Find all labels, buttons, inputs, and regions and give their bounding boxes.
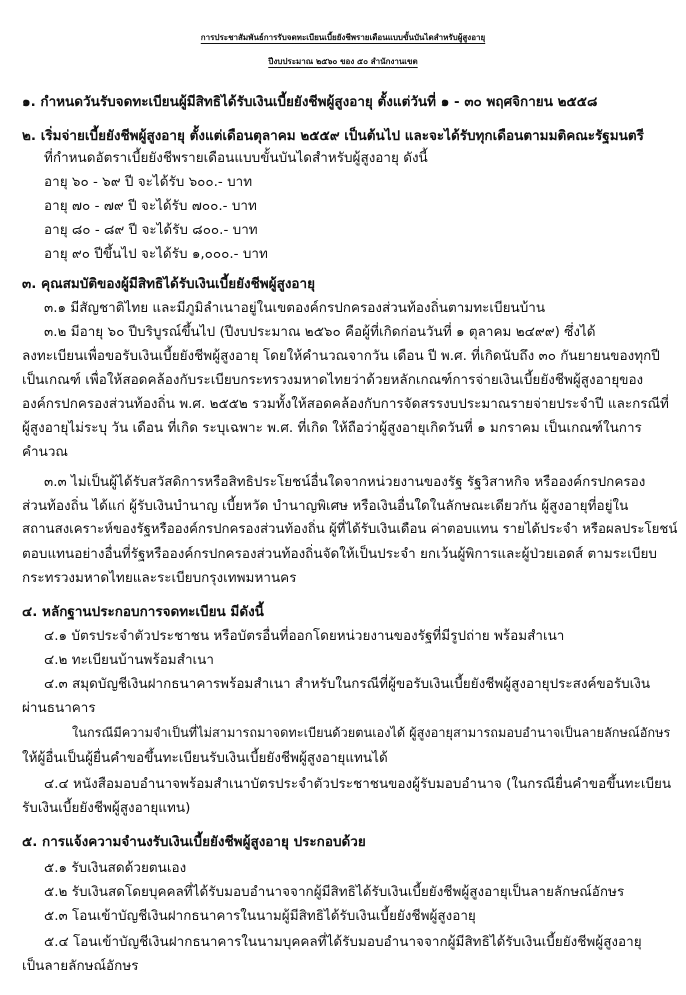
section-3-2-line-1: ๓.๒ มีอายุ ๖๐ ปีบริบูรณ์ขึ้นไป (ปีงบประมาณ ๒๕๖๐ คือผู้ที่เกิดก่อนวันที่ ๑ ตุลาคม ๒๔๙๙) ซึ่งได้ — [44, 324, 596, 340]
section-3-3-line-3: สถานสงเคราะห์ของรัฐหรือองค์กรปกครองส่วนท้องถิ่น ผู้ที่ได้รับเงินเดือน ค่าตอบแทน รายได้ประจำ หรือผลประโยชน์ — [22, 522, 678, 537]
section-4-note-line-2: ให้ผู้อื่นเป็นผู้ยื่นคำขอขึ้นทะเบียนรับเงินเบี้ยยังชีพผู้สูงอายุแทนได้ — [22, 750, 388, 766]
age-rate-90-plus: อายุ ๙๐ ปีขึ้นไป จะได้รับ ๑,๐๐๐.- บาท — [44, 246, 268, 262]
section-3-2-line-2: ลงทะเบียนเพื่อขอรับเงินเบี้ยยังชีพผู้สูงอายุ โดยให้คำนวณจากวัน เดือน ปี พ.ศ. ที่เกิดนับถึง ๓๐ กันยายนของทุกปี — [22, 348, 660, 364]
section-3-3-line-4: ตอบแทนอย่างอื่นที่รัฐหรือองค์กรปกครองส่วนท้องถิ่นจัดให้เป็นประจำ ยกเว้นผู้พิการและผู้ป่วยเอดส์ ตามระเบียบ — [22, 546, 657, 562]
section-5-2: ๕.๒ รับเงินสดโดยบุคคลที่ได้รับมอบอำนาจจากผู้มีสิทธิได้รับเงินเบี้ยยังชีพผู้สูงอายุเป็นลายลักษณ์อักษร — [44, 884, 625, 900]
section-3-2-line-5: ผู้สูงอายุไม่ระบุ วัน เดือน ที่เกิด ระบุเฉพาะ พ.ศ. ที่เกิด ให้ถือว่าผู้สูงอายุเกิดวันที่ ๑ มกราคม เป็นเกณฑ์ในการ — [22, 420, 642, 436]
section-2-line-1: ๒. เริ่มจ่ายเบี้ยยังชีพผู้สูงอายุ ตั้งแต่เดือนตุลาคม ๒๕๕๙ เป็นต้นไป และจะได้รับทุกเดือนตามมติคณะรัฐมนตรี — [22, 128, 644, 144]
section-4-3-line-1: ๔.๓ สมุดบัญชีเงินฝากธนาคารพร้อมสำเนา สำหรับในกรณีที่ผู้ขอรับเงินเบี้ยยังชีพผู้สูงอายุประสงค์ขอรับเงิน — [44, 676, 651, 692]
section-4-2: ๔.๒ ทะเบียนบ้านพร้อมสำเนา — [44, 652, 214, 668]
section-5-4-line-1: ๕.๔ โอนเข้าบัญชีเงินฝากธนาคารในนามบุคคลที่ได้รับมอบอำนาจจากผู้มีสิทธิได้รับเงินเบี้ยยังชีพผู้สูงอายุ — [44, 934, 642, 950]
section-3-2-line-3: เป็นเกณฑ์ เพื่อให้สอดคล้องกับระเบียบกระทรวงมหาดไทยว่าด้วยหลักเกณฑ์การจ่ายเงินเบี้ยยังชีพผู้สูงอายุของ — [22, 372, 644, 388]
section-5-4-line-2: เป็นลายลักษณ์อักษร — [22, 958, 139, 974]
section-2-line-2: ที่กำหนดอัตราเบี้ยยังชีพรายเดือนแบบขั้นบันไดสำหรับผู้สูงอายุ ดังนี้ — [44, 150, 428, 166]
section-3-3-line-5: กระทรวงมหาดไทยและระเบียบกรุงเทพมหานคร — [22, 570, 297, 586]
section-3-heading: ๓. คุณสมบัติของผู้มีสิทธิได้รับเงินเบี้ยยังชีพผู้สูงอายุ — [22, 276, 316, 292]
section-4-4-line-2: รับเงินเบี้ยยังชีพผู้สูงอายุแทน) — [22, 800, 191, 816]
document-title: การประชาสัมพันธ์การรับจดทะเบียนเบี้ยยังชีพรายเดือนแบบขั้นบันไดสำหรับผู้สูงอายุ — [200, 33, 486, 42]
section-4-note-line-1: ในกรณีมีความจำเป็นที่ไม่สามารถมาจดทะเบียนด้วยตนเองได้ ผู้สูงอายุสามารถมอบอำนาจเป็นลายลักษณ์อักษร — [72, 726, 671, 741]
age-rate-80-89: อายุ ๘๐ - ๘๙ ปี จะได้รับ ๘๐๐.- บาท — [44, 222, 258, 238]
section-5-1: ๕.๑ รับเงินสดด้วยตนเอง — [44, 860, 187, 876]
age-rate-70-79: อายุ ๗๐ - ๗๙ ปี จะได้รับ ๗๐๐.- บาท — [44, 198, 257, 214]
section-4-3-line-2: ผ่านธนาคาร — [22, 700, 96, 716]
section-1-text: ๑. กำหนดวันรับจดทะเบียนผู้มีสิทธิได้รับเงินเบี้ยยังชีพผู้สูงอายุ ตั้งแต่วันที่ ๑ - ๓๐ พฤศจิกายน ๒๕๕๘ — [22, 94, 598, 110]
section-3-2-line-6: คำนวณ — [22, 444, 68, 460]
section-3-3-line-2: ส่วนท้องถิ่น ได้แก่ ผู้รับเงินบำนาญ เบี้ยหวัด บำนาญพิเศษ หรือเงินอื่นใดในลักษณะเดียวกัน ผู้สูงอายุที่อยู่ใน — [22, 498, 629, 514]
section-5-heading: ๕. การแจ้งความจำนงรับเงินเบี้ยยังชีพผู้สูงอายุ ประกอบด้วย — [22, 834, 366, 850]
document-subtitle: ปีงบประมาณ ๒๕๖๐ ของ ๕๐ สำนักงานเขต — [268, 57, 418, 66]
section-3-3-line-1: ๓.๓ ไม่เป็นผู้ได้รับสวัสดิการหรือสิทธิประโยชน์อื่นใดจากหน่วยงานของรัฐ รัฐวิสาหกิจ หรือองค์กรปกครอง — [44, 474, 646, 490]
section-3-2-line-4: องค์กรปกครองส่วนท้องถิ่น พ.ศ. ๒๕๕๒ รวมทั้งให้สอดคล้องกับการจัดสรรงบประมาณรายจ่ายประจำปี และกรณีที่ — [22, 396, 669, 412]
section-4-1: ๔.๑ บัตรประจำตัวประชาชน หรือบัตรอื่นที่ออกโดยหน่วยงานของรัฐที่มีรูปถ่าย พร้อมสำเนา — [44, 628, 565, 644]
section-3-1: ๓.๑ มีสัญชาติไทย และมีภูมิลำเนาอยู่ในเขตองค์กรปกครองส่วนท้องถิ่นตามทะเบียนบ้าน — [44, 300, 546, 316]
section-4-heading: ๔. หลักฐานประกอบการจดทะเบียน มีดังนี้ — [22, 604, 264, 620]
section-5-3: ๕.๓ โอนเข้าบัญชีเงินฝากธนาคารในนามผู้มีสิทธิได้รับเงินเบี้ยยังชีพผู้สูงอายุ — [44, 908, 476, 924]
age-rate-60-69: อายุ ๖๐ - ๖๙ ปี จะได้รับ ๖๐๐.- บาท — [44, 174, 253, 190]
section-4-4-line-1: ๔.๔ หนังสือมอบอำนาจพร้อมสำเนาบัตรประจำตัวประชาชนของผู้รับมอบอำนาจ (ในกรณียื่นคำขอขึ้นทะเบียน — [44, 776, 672, 792]
